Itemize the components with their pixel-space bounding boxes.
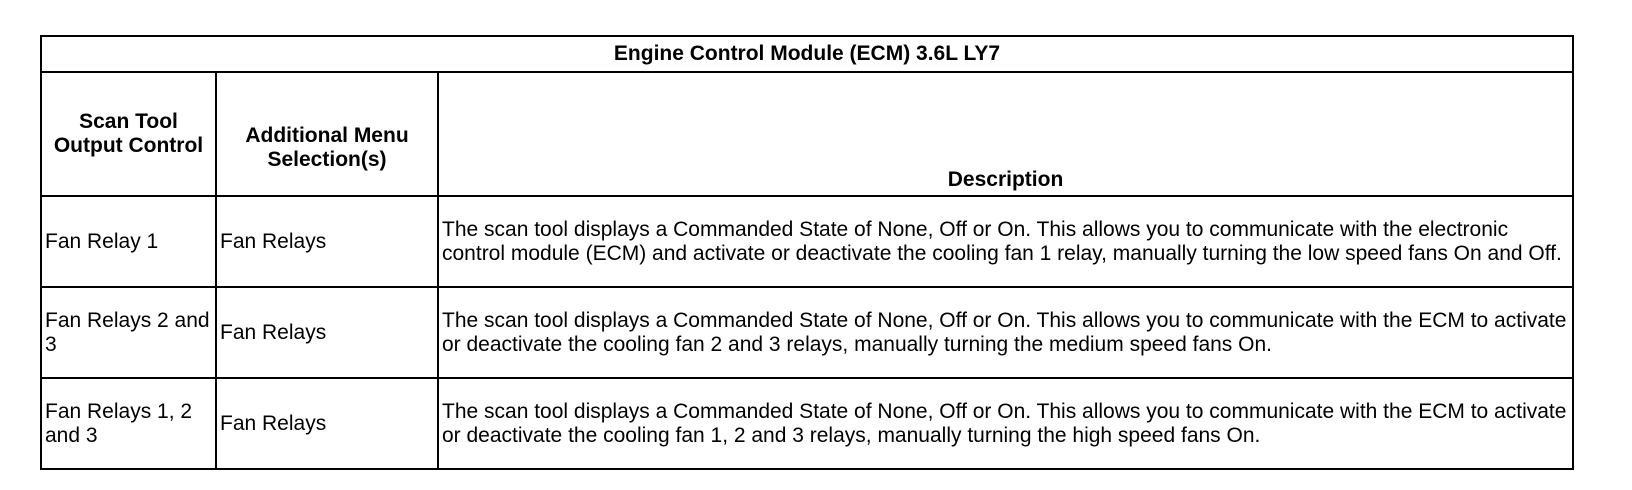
cell-output-control: Fan Relay 1	[41, 196, 216, 287]
table-row	[41, 196, 1573, 287]
header-output-control: Scan Tool Output Control	[41, 72, 216, 196]
cell-additional-menu: Fan Relays	[216, 378, 438, 469]
cell-additional-menu: Fan Relays	[216, 287, 438, 378]
table-header-row	[41, 72, 1573, 196]
cell-description: The scan tool displays a Commanded State of None, Off or On. This allows you to communicate with the ECM to activate or deactivate the cooling fan 2 and 3 relays, manually turning the medium speed fans On.	[438, 287, 1573, 378]
table-row	[41, 378, 1573, 469]
ecm-output-control-table	[40, 35, 1574, 470]
cell-output-control: Fan Relays 1, 2 and 3	[41, 378, 216, 469]
header-description: Description	[438, 72, 1573, 196]
cell-description: The scan tool displays a Commanded State of None, Off or On. This allows you to communicate with the electronic control module (ECM) and activate or deactivate the cooling fan 1 relay, manually turning the low speed fans On and Off.	[438, 196, 1573, 287]
table-row	[41, 287, 1573, 378]
cell-description: The scan tool displays a Commanded State of None, Off or On. This allows you to communicate with the ECM to activate or deactivate the cooling fan 1, 2 and 3 relays, manually turning the high speed fans On.	[438, 378, 1573, 469]
table-title: Engine Control Module (ECM) 3.6L LY7	[41, 36, 1573, 72]
table-title-row	[41, 36, 1573, 72]
header-additional-menu: Additional Menu Selection(s)	[216, 72, 438, 196]
cell-additional-menu: Fan Relays	[216, 196, 438, 287]
cell-output-control: Fan Relays 2 and 3	[41, 287, 216, 378]
